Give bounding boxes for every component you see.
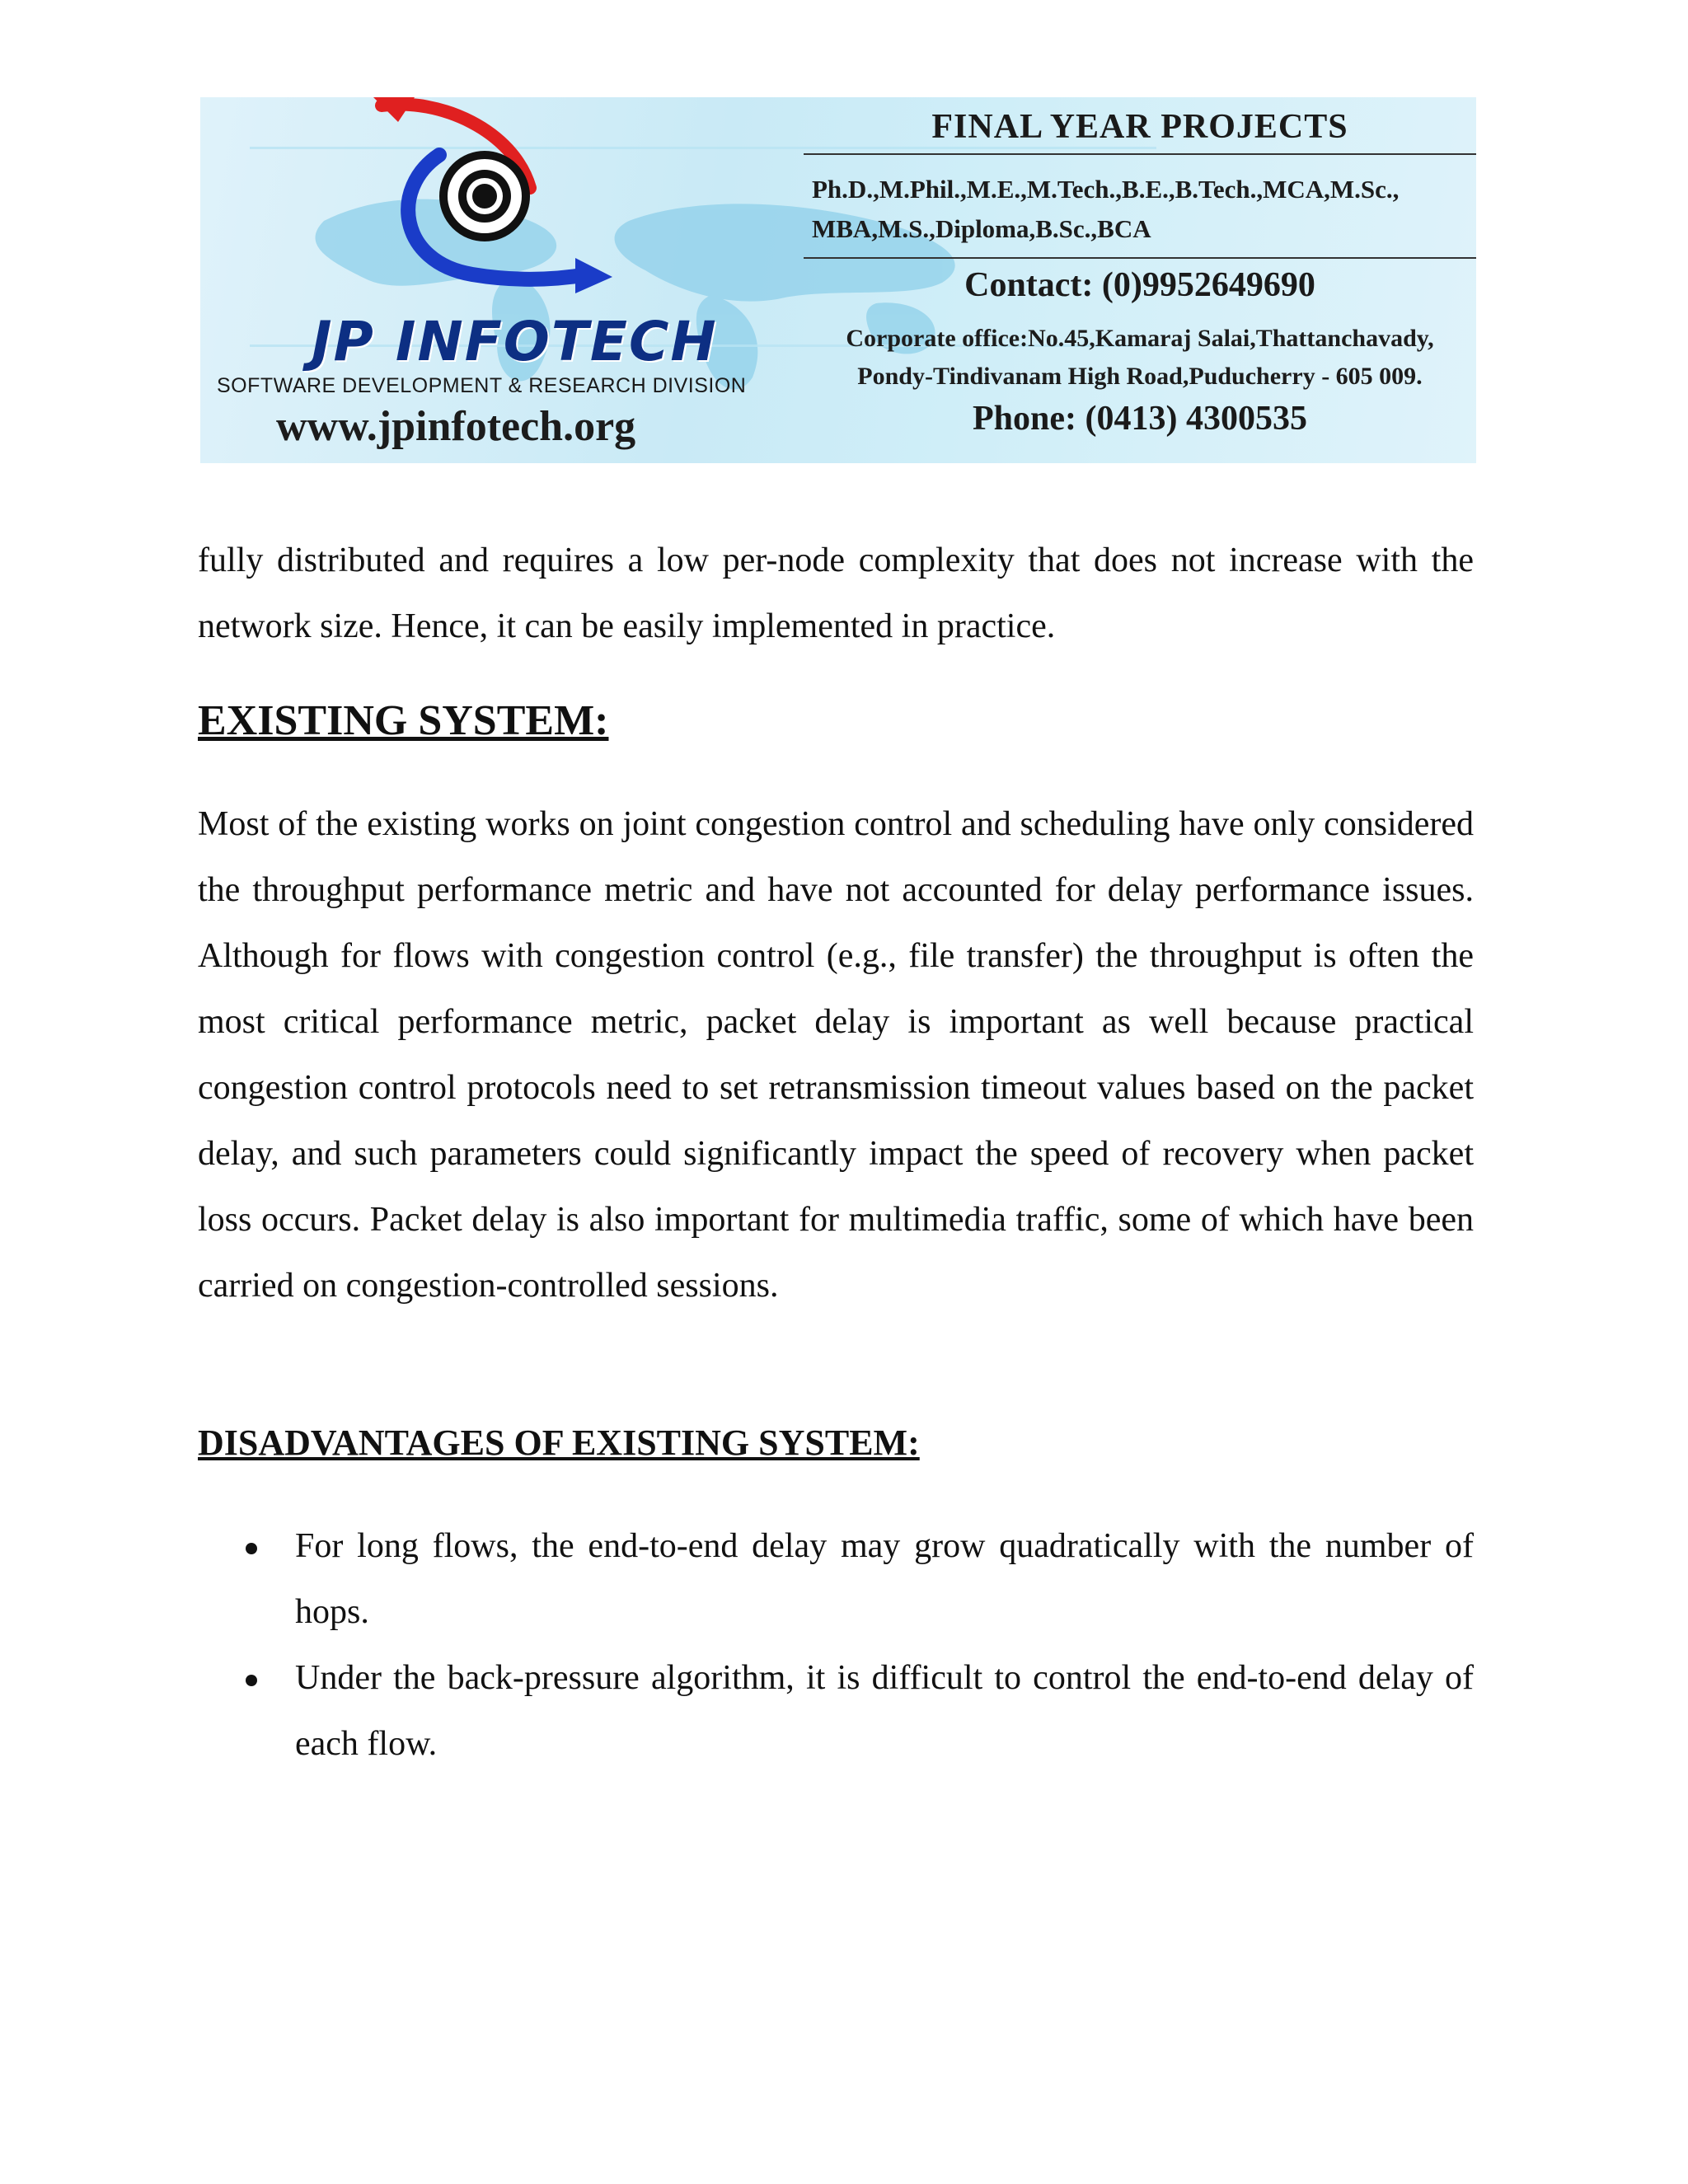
disadvantages-list [198, 1513, 1474, 1777]
brand-tagline: SOFTWARE DEVELOPMENT & RESEARCH DIVISION [217, 374, 747, 397]
list-item-text: For long flows, the end-to-end delay may grow quadratically with the number of hops. [295, 1527, 1474, 1631]
degrees-line: MBA,M.S.,Diploma,B.Sc.,BCA [812, 214, 1151, 243]
banner-title: FINAL YEAR PROJECTS [931, 108, 1348, 146]
address-line: Corporate office:No.45,Kamaraj Salai,Thattanchavady, [846, 325, 1434, 352]
existing-system-section [198, 696, 1474, 745]
list-item [198, 1513, 1474, 1645]
degrees-line: Ph.D.,M.Phil.,M.E.,M.Tech.,B.E.,B.Tech.,MCA,M.Sc., [812, 175, 1400, 204]
address-line: Pondy-Tindivanam High Road,Puducherry - 605 009. [857, 363, 1423, 390]
banner-info-panel [804, 97, 1476, 463]
intro-paragraph: fully distributed and requires a low per-node complexity that does not increase with the network size. Hence, it can be easily implemented in practice. [198, 541, 1474, 645]
office-address [804, 320, 1476, 396]
brand-name: JP INFOTECH [312, 310, 718, 373]
existing-system-heading: EXISTING SYSTEM: [198, 697, 609, 744]
website-link[interactable]: www.jpinfotech.org [276, 403, 636, 450]
header-banner [200, 97, 1476, 463]
bullet-icon [246, 1675, 257, 1686]
contact-number: Contact: (0)9952649690 [964, 266, 1315, 304]
phone-number: Phone: (0413) 4300535 [973, 400, 1307, 438]
disadvantages-list-wrap [198, 1513, 1474, 1777]
disadvantages-section [198, 1422, 1474, 1464]
degrees-list [812, 170, 1471, 249]
bullet-icon [246, 1543, 257, 1554]
existing-system-body [198, 791, 1474, 1319]
existing-system-paragraph: Most of the existing works on joint congestion control and scheduling have only considered the throughput performance metric and have not accounted for delay performance issues. Although for flows with congestion control (e.g., file transfer) the throughput is often the most critical performance metric, packet delay is important as well because practical congestion control protocols need to set retransmission timeout values based on the packet delay, and such parameters could significantly impact the speed of recovery when packet loss occurs. Packet delay is also important for multimedia traffic, some of which have been carried on congestion-controlled sessions. [198, 805, 1474, 1305]
intro-section [198, 527, 1474, 659]
disadvantages-heading: DISADVANTAGES OF EXISTING SYSTEM: [198, 1422, 920, 1463]
divider [804, 257, 1476, 259]
list-item-text: Under the back-pressure algorithm, it is difficult to control the end-to-end delay of each flow. [295, 1659, 1474, 1763]
list-item [198, 1645, 1474, 1777]
divider [804, 153, 1476, 155]
